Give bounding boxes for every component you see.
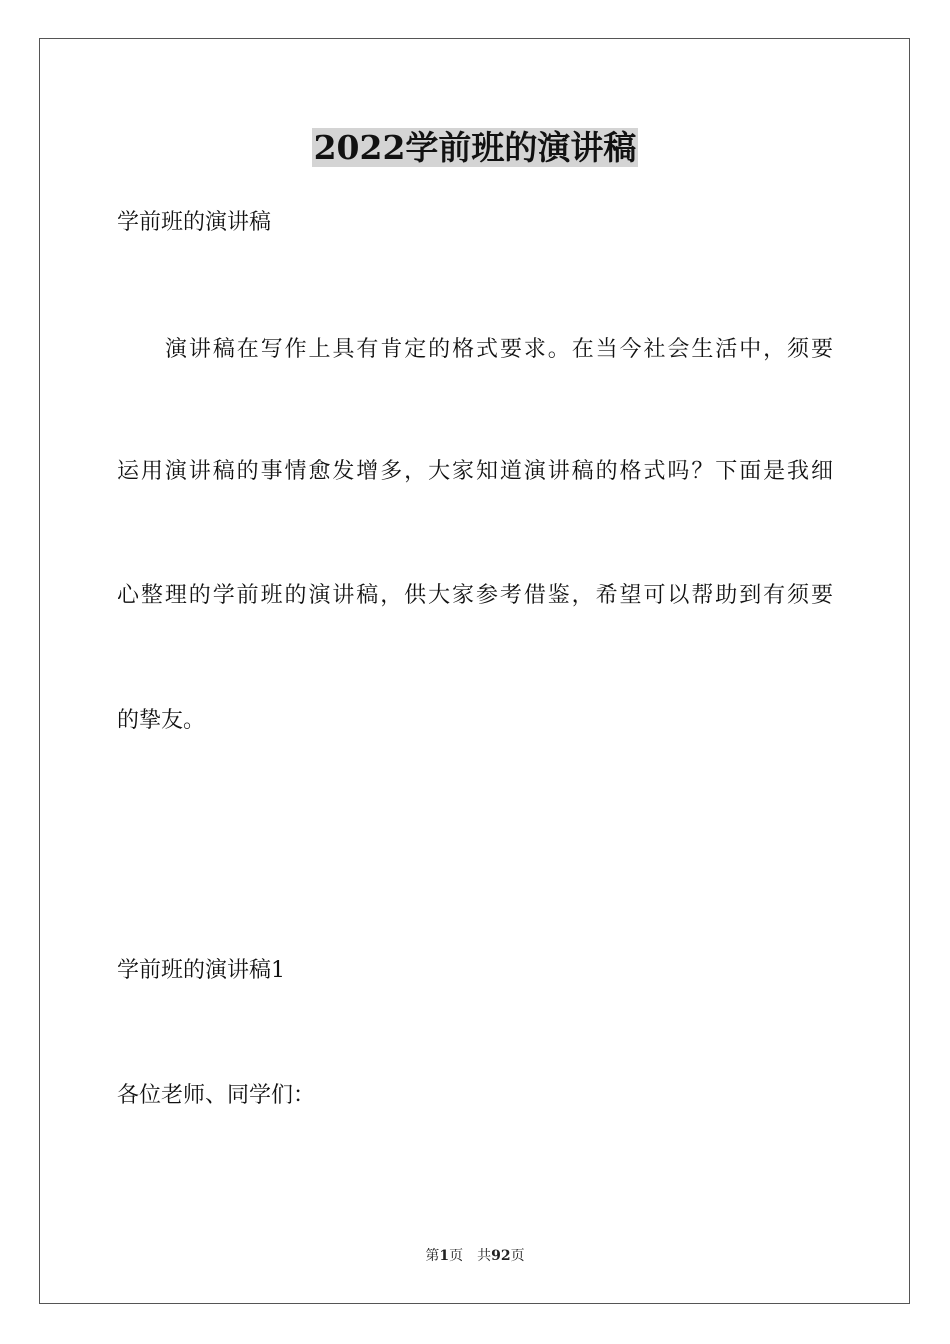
- intro-line-2: 运用演讲稿的事情愈发增多，大家知道演讲稿的格式吗？下面是我细: [117, 459, 833, 484]
- section-heading: 学前班的演讲稿1: [117, 958, 285, 983]
- document-title-text: 2022学前班的演讲稿: [313, 128, 637, 167]
- intro-line-4: 的挚友。: [117, 708, 206, 733]
- greeting: 各位老师、同学们：: [117, 1083, 316, 1108]
- subtitle: 学前班的演讲稿: [117, 210, 272, 235]
- document-title: [0, 128, 950, 168]
- footer-total-number: 92: [491, 1248, 511, 1264]
- intro-line-3: 心整理的学前班的演讲稿，供大家参考借鉴，希望可以帮助到有须要: [117, 583, 833, 608]
- footer-page-number: 1: [439, 1248, 450, 1264]
- footer-total-suffix: 页: [510, 1248, 525, 1264]
- page-footer: [0, 1246, 950, 1266]
- footer-page-prefix: 第: [425, 1248, 440, 1264]
- intro-line-1: 演讲稿在写作上具有肯定的格式要求。在当今社会生活中，须要: [165, 337, 833, 362]
- footer-total-prefix: 共: [477, 1248, 492, 1264]
- footer-page-suffix: 页: [449, 1248, 464, 1264]
